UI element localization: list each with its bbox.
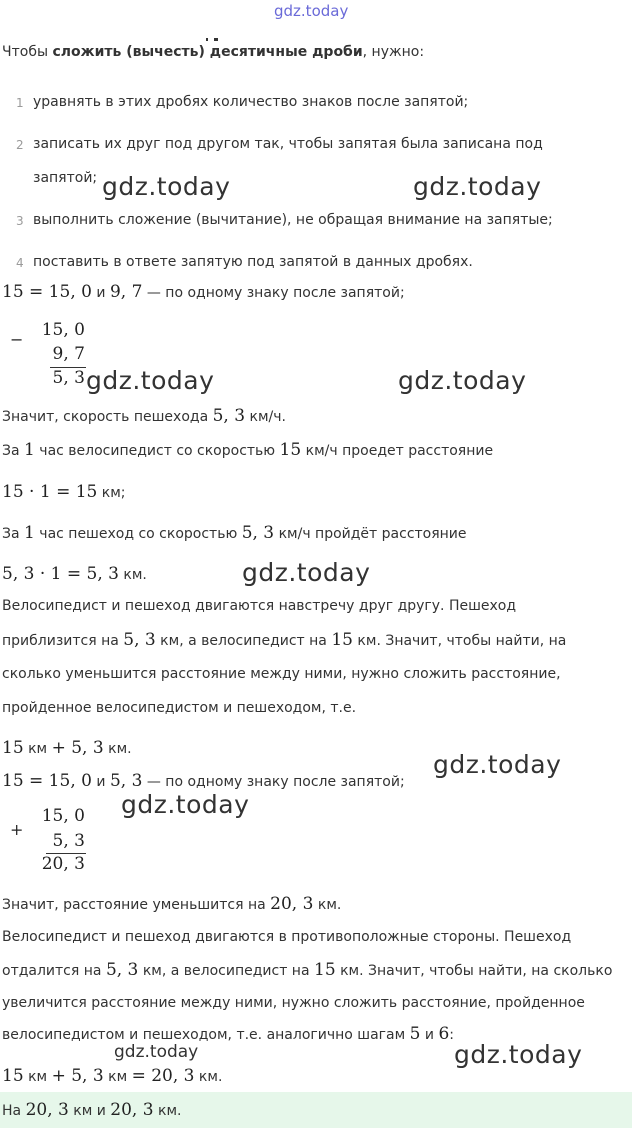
text-line: Значит, расстояние уменьшится на 20, 3 км. bbox=[2, 894, 342, 914]
equation-line: 15 · 1 = 15 км; bbox=[2, 482, 126, 502]
equation-line: 15 = 15, 0 и 9, 7 — по одному знаку после запятой; bbox=[2, 282, 405, 302]
step-text: уравнять в этих дробях количество знаков после запятой; bbox=[33, 94, 469, 110]
paragraph-line: отдалится на 5, 3 км, а велосипедист на 15 км. Значит, чтобы найти, на сколько bbox=[2, 960, 613, 980]
paragraph-line: приблизится на 5, 3 км, а велосипедист на 15 км. Значит, чтобы найти, на bbox=[2, 630, 567, 650]
cropped-glyph bbox=[214, 38, 218, 41]
equation-line: 15 км + 5, 3 км = 20, 3 км. bbox=[2, 1066, 223, 1086]
watermark: gdz.today bbox=[242, 558, 371, 587]
step-number: 3 bbox=[16, 214, 24, 228]
answer-text: На 20, 3 км и 20, 3 км. bbox=[2, 1100, 182, 1120]
watermark-top: gdz.today bbox=[274, 2, 349, 20]
operator-plus: + bbox=[10, 820, 24, 839]
paragraph-line: сколько уменьшится расстояние между ними, нужно сложить расстояние, bbox=[2, 666, 561, 682]
equation-line: 5, 3 · 1 = 5, 3 км. bbox=[2, 564, 147, 584]
cropped-glyph bbox=[206, 38, 208, 41]
step-text: поставить в ответе запятую под запятой в данных дробях. bbox=[33, 254, 473, 270]
paragraph-line: Велосипедист и пешеход двигаются навстречу друг другу. Пешеход bbox=[2, 598, 517, 614]
intro-line: Чтобы сложить (вычесть) десятичные дроби, нужно: bbox=[2, 44, 425, 60]
watermark: gdz.today bbox=[86, 366, 215, 395]
watermark: gdz.today bbox=[398, 366, 527, 395]
column-mid: 9, 7 bbox=[52, 344, 85, 364]
step-number: 2 bbox=[16, 138, 24, 152]
step-text: записать их друг под другом так, чтобы запятая была записана под bbox=[33, 136, 543, 152]
column-mid: 5, 3 bbox=[52, 831, 85, 851]
paragraph-line: увеличится расстояние между ними, нужно сложить расстояние, пройденное bbox=[2, 995, 585, 1011]
paragraph-line: Велосипедист и пешеход двигаются в противоположные стороны. Пешеход bbox=[2, 929, 572, 945]
paragraph-line: велосипедистом и пешеходом, т.е. аналогично шагам 5 и 6: bbox=[2, 1024, 454, 1044]
column-result: 5, 3 bbox=[52, 368, 85, 388]
step-text: выполнить сложение (вычитание), не обращая внимание на запятые; bbox=[33, 212, 553, 228]
paragraph-line: пройденное велосипедистом и пешеходом, т.е. bbox=[2, 700, 357, 716]
step-number: 4 bbox=[16, 256, 24, 270]
watermark: gdz.today bbox=[433, 750, 562, 779]
watermark: gdz.today bbox=[413, 172, 542, 201]
step-text-cont: запятой; bbox=[33, 170, 98, 186]
column-result: 20, 3 bbox=[41, 854, 85, 874]
watermark: gdz.today bbox=[102, 172, 231, 201]
step-number: 1 bbox=[16, 96, 24, 110]
column-top: 15, 0 bbox=[41, 806, 85, 826]
text-line: Значит, скорость пешехода 5, 3 км/ч. bbox=[2, 406, 286, 426]
operator-minus: − bbox=[10, 330, 24, 349]
equation-line: 15 км + 5, 3 км. bbox=[2, 738, 132, 758]
text-line: За 1 час пешеход со скоростью 5, 3 км/ч пройдёт расстояние bbox=[2, 523, 467, 543]
text-line: За 1 час велосипедист со скоростью 15 км/ч проедет расстояние bbox=[2, 440, 494, 460]
watermark: gdz.today bbox=[121, 790, 250, 819]
column-top: 15, 0 bbox=[41, 320, 85, 340]
equation-line: 15 = 15, 0 и 5, 3 — по одному знаку после запятой; bbox=[2, 771, 405, 791]
watermark: gdz.today bbox=[454, 1040, 583, 1069]
watermark: gdz.today bbox=[114, 1042, 199, 1062]
